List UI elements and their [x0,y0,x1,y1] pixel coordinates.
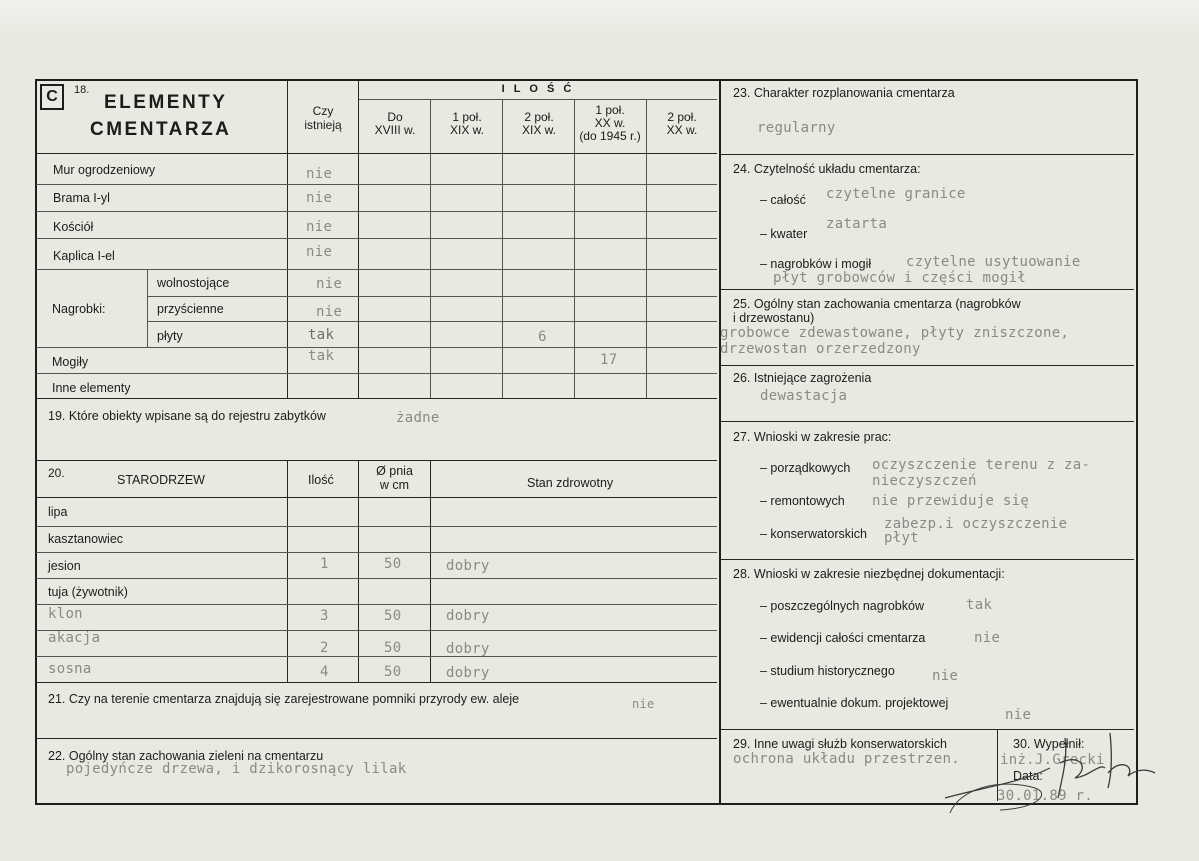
tree-dia-sosna: 50 [384,664,402,680]
row-label-kaplica: Kaplica I-el [53,249,115,263]
s27-kons-value-l1: zabezp.i oczyszczenie [884,516,1068,532]
row-label-wolnostojace: wolnostojące [157,276,230,290]
tree-name-jesion: jesion [48,559,81,573]
s27-porz-label: – porządkowych [760,461,851,475]
s27-label: 27. Wnioski w zakresie prac: [733,430,892,444]
value-wolnostojace-exists: nie [316,276,343,292]
handwritten-signature [940,718,1170,818]
s19-value: żadne [396,410,440,426]
section-18-number: 18. [74,84,90,96]
s29-label: 29. Inne uwagi służb konserwatorskich [733,737,948,751]
s27-kons-label: – konserwatorskich [760,527,867,541]
tree-state-sosna: dobry [446,665,490,681]
value-brama-exists: nie [306,190,333,206]
col-1pol-xix: 1 poł. XIX w. [449,110,484,137]
elements-title-line2: CMENTARZA [90,119,232,140]
value-kosciol-exists: nie [306,219,333,235]
s28-label: 28. Wnioski w zakresie niezbędnej dokumentacji: [733,567,1005,581]
tree-name-klon: klon [48,606,83,622]
s20-number: 20. [48,466,65,480]
s27-rem-label: – remontowych [760,494,845,508]
card-letter-box: C [40,84,64,110]
tree-state-jesion: dobry [446,558,490,574]
tree-qty-jesion: 1 [320,556,329,572]
s28-stud-label: – studium historycznego [760,664,895,678]
s24-calosc-value: czytelne granice [826,186,966,202]
row-label-brama: Brama I-yl [53,191,110,205]
s27-kons-value-l2: płyt [884,530,919,546]
s27-rem-value: nie przewiduje się [872,493,1030,509]
s23-label: 23. Charakter rozplanowania cmentarza [733,86,955,100]
s26-value: dewastacja [760,388,848,404]
col-2pol-xx: 2 poł. XX w. [666,110,698,137]
s24-nagrobkow-label: – nagrobków i mogił [760,257,872,271]
s28-ewent-label: – ewentualnie dokum. projektowej [760,696,949,710]
row-label-plyty: płyty [157,329,183,343]
s28-poszcz-label: – poszczególnych nagrobków [760,599,924,613]
tree-dia-akacja: 50 [384,640,402,656]
s19-label: 19. Które obiekty wpisane są do rejestru zabytków [48,409,326,423]
s27-porz-value-l2: nieczyszczeń [872,473,977,489]
s28-stud-value: nie [932,668,959,684]
s25-label-l1: 25. Ogólny stan zachowania cmentarza (nagrobków [733,297,1021,311]
s28-ewid-value: nie [974,630,1001,646]
row-label-przyscienne: przyścienne [157,302,224,316]
s28-ewent-value: nie [1005,707,1032,723]
tree-state-akacja: dobry [446,641,490,657]
ilosc-header: I L O Ś Ć [501,83,575,95]
tree-name-kasztanowiec: kasztanowiec [48,532,124,546]
s24-kwater-value: zatarta [826,216,888,232]
row-label-nagrobki: Nagrobki: [52,302,106,316]
tree-name-lipa: lipa [48,505,68,519]
s24-nagrobkow-value-l2: płyt grobowców i części mogił [773,270,1027,286]
elements-title-line1: ELEMENTY [104,92,228,113]
s24-calosc-label: – całość [760,193,806,207]
s20-head-pnia: Ø pnia w cm [376,464,413,492]
s20-head-stan: Stan zdrowotny [527,476,614,490]
row-label-kosciol: Kościół [53,220,94,234]
s20-head-ilosc: Ilość [308,473,334,487]
tree-state-klon: dobry [446,608,490,624]
s29-value: ochrona układu przestrzen. [733,751,960,767]
s25-value-l1: grobowce zdewastowane, płyty zniszczone, [720,325,1070,341]
s28-poszcz-value: tak [966,597,993,613]
col-1pol-xx: 1 poł. XX w. (do 1945 r.) [579,103,641,143]
s22-value: pojedyńcze drzewa, i dzikorosnący lilak [66,761,407,777]
s24-kwater-label: – kwater [760,227,808,241]
tree-qty-klon: 3 [320,608,329,624]
row-label-inne: Inne elementy [52,381,131,395]
value-mur-exists: nie [306,166,333,182]
value-plyty-2pol-xix: 6 [538,329,547,345]
s24-label: 24. Czytelność układu cmentarza: [733,162,921,176]
col-do-xviii: Do XVIII w. [374,110,416,137]
s20-head-starodrzew: STARODRZEW [117,473,205,487]
s22-label: 22. Ogólny stan zachowania zieleni na cmentarzu [48,749,324,763]
s21-label: 21. Czy na terenie cmentarza znajdują się zarejestrowane pomniki przyrody ew. aleje [48,692,520,706]
col-czy-istnieja: Czy istnieją [304,104,342,132]
tree-name-tuja: tuja (żywotnik) [48,585,128,599]
col-2pol-xix: 2 poł. XIX w. [521,110,556,137]
s30-label: 30. Wypełnił: [1013,737,1085,751]
s25-value-l2: drzewostan orzerzedzony [720,341,921,357]
tree-qty-sosna: 4 [320,664,329,680]
s25-label-l2: i drzewostanu) [733,311,815,325]
s27-porz-value-l1: oczyszczenie terenu z za- [872,457,1091,473]
value-mogily-exists: tak [308,348,335,364]
value-mogily-1pol-xx: 17 [600,352,618,368]
value-przyscienne-exists: nie [316,304,343,320]
row-label-mur: Mur ogrodzeniowy [53,163,156,177]
s30-date: 30.01.89 r. [997,788,1094,804]
s28-ewid-label: – ewidencji całości cmentarza [760,631,926,645]
s30-value: inż.J.Grecki [1000,752,1105,768]
value-kaplica-exists: nie [306,244,333,260]
tree-name-akacja: akacja [48,630,101,646]
s26-label: 26. Istniejące zagrożenia [733,371,872,385]
tree-dia-jesion: 50 [384,556,402,572]
tree-dia-klon: 50 [384,608,402,624]
tree-name-sosna: sosna [48,661,92,677]
s21-value: nie [632,697,655,711]
s23-value: regularny [757,120,836,136]
s24-nagrobkow-value-l1: czytelne usytuowanie [906,254,1081,270]
tree-qty-akacja: 2 [320,640,329,656]
row-label-mogily: Mogiły [52,355,89,369]
s30-data-label: Data: [1013,769,1043,783]
value-plyty-exists: tak [308,327,335,343]
